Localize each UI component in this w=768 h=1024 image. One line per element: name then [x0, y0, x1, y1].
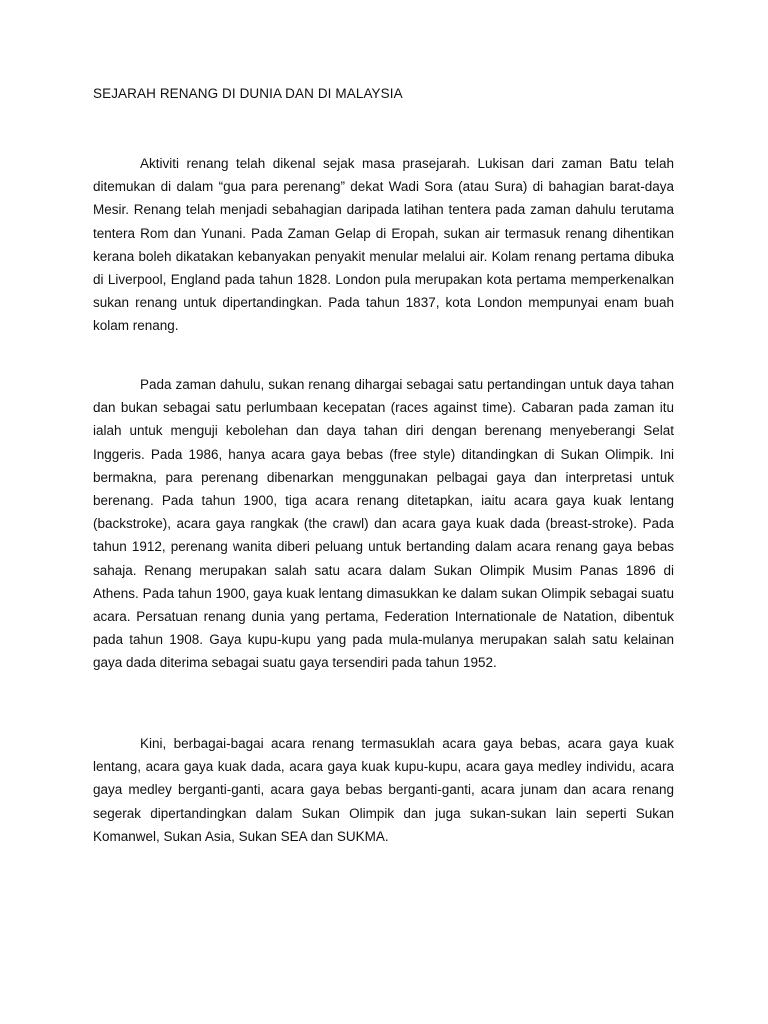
- paragraph-history-origins: Aktiviti renang telah dikenal sejak masa prasejarah. Lukisan dari zaman Batu telah ditemukan di dalam “gua para perenang” dekat Wadi Sora (atau Sura) di bahagian barat-daya Mesir. Renang telah menjadi sebahagian daripada latihan tentera pada zaman dahulu terutama tentera Rom dan Yunani. Pada Zaman Gelap di Eropah, sukan air termasuk renang dihentikan kerana boleh dikatakan kebanyakan penyakit menular melalui air. Kolam renang pertama dibuka di Liverpool, England pada tahun 1828. London pula merupakan kota pertama memperkenalkan sukan renang untuk dipertandingkan. Pada tahun 1837, kota London mempunyai enam buah kolam renang.: [93, 156, 674, 334]
- document-title: SEJARAH RENANG DI DUNIA DAN DI MALAYSIA: [93, 86, 403, 101]
- paragraph-current-events: Kini, berbagai-bagai acara renang termasuklah acara gaya bebas, acara gaya kuak lentang, acara gaya kuak dada, acara gaya kuak kupu-kupu, acara gaya medley individu, acara gaya medley berganti-ganti, acara gaya bebas berganti-ganti, acara junam dan acara renang segerak dipertandingkan dalam Sukan Olimpik dan juga sukan-sukan lain seperti Sukan Komanwel, Sukan Asia, Sukan SEA dan SUKMA.: [93, 736, 674, 844]
- paragraph-olympic-history: Pada zaman dahulu, sukan renang dihargai sebagai satu pertandingan untuk daya tahan dan bukan sebagai satu perlumbaan kecepatan (races against time). Cabaran pada zaman itu ialah untuk menguji kebolehan dan daya tahan diri dengan berenang menyeberangi Selat Inggeris. Pada 1986, hanya acara gaya bebas (free style) ditandingkan di Sukan Olimpik. Ini bermakna, para perenang dibenarkan menggunakan pelbagai gaya dan interpretasi untuk berenang. Pada tahun 1900, tiga acara renang ditetapkan, iaitu acara gaya kuak lentang (backstroke), acara gaya rangkak (the crawl) dan acara gaya kuak dada (breast-stroke). Pada tahun 1912, perenang wanita diberi peluang untuk bertanding dalam acara renang gaya bebas sahaja. Renang merupakan salah satu acara dalam Sukan Olimpik Musim Panas 1896 di Athens. Pada tahun 1900, gaya kuak lentang dimasukkan ke dalam sukan Olimpik sebagai suatu acara. Persatuan renang dunia yang pertama, Federation Internationale de Natation, dibentuk pada tahun 1908. Gaya kupu-kupu yang pada mula-mulanya merupakan salah satu kelainan gaya dada diterima sebagai suatu gaya tersendiri pada tahun 1952.: [93, 377, 674, 671]
